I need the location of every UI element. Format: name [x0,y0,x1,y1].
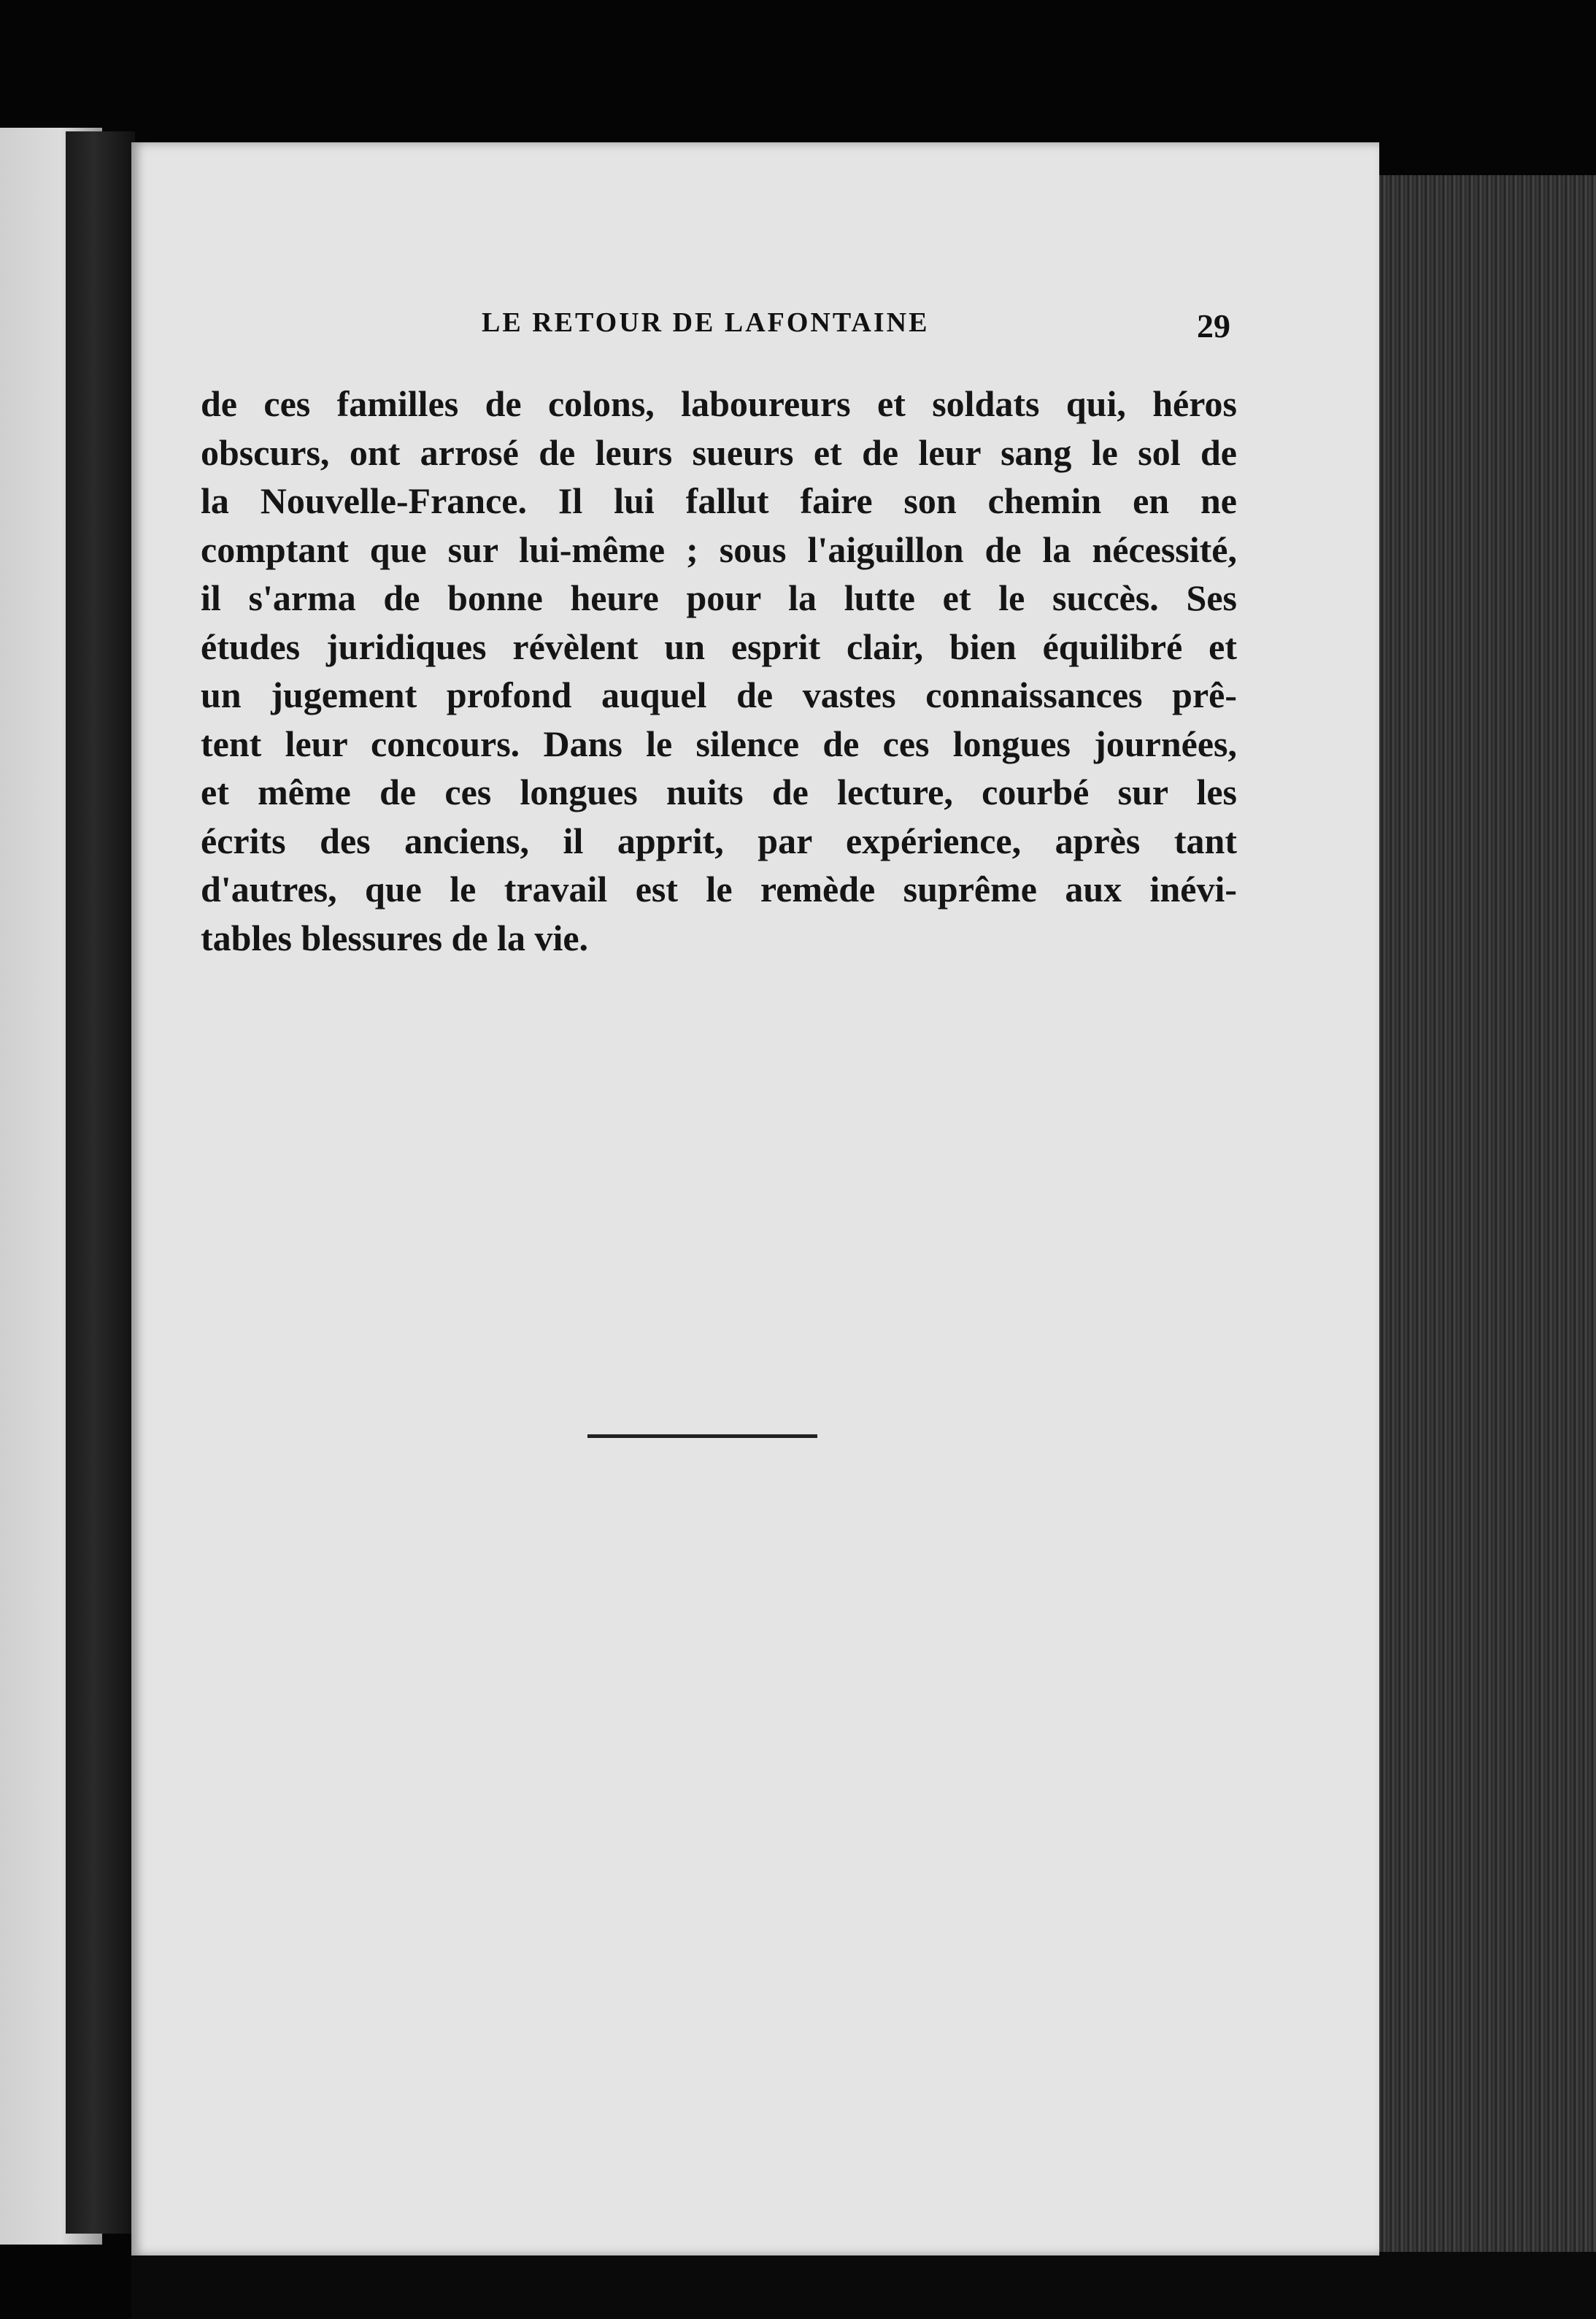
body-paragraph [201,380,1237,962]
page-fore-edge [1378,175,1596,2263]
text-line: écrits des anciens, il apprit, par expérience, après tant [201,820,1237,861]
text-line: études juridiques révèlent un esprit clair, bien équilibré et [201,626,1237,667]
text-line: comptant que sur lui-même ; sous l'aiguillon de la nécessité, [201,528,1237,570]
book-gutter [66,131,135,2234]
text-line: tables blessures de la vie. [201,917,589,958]
text-line: obscurs, ont arrosé de leurs sueurs et de leur sang le sol de [201,431,1237,473]
section-end-rule [587,1434,817,1438]
text-line: il s'arma de bonne heure pour la lutte et le succès. Ses [201,577,1237,618]
text-line: la Nouvelle-France. Il lui fallut faire son chemin en ne [201,480,1237,521]
text-line: et même de ces longues nuits de lecture, courbé sur les [201,772,1237,812]
text-line: d'autres, que le travail est le remède suprême aux inévi- [201,869,1237,909]
bottom-shadow [131,2252,1596,2319]
running-head: LE RETOUR DE LAFONTAINE [482,307,930,338]
text-line: un jugement profond auquel de vastes connaissances prê- [201,674,1237,715]
text-line: tent leur concours. Dans le silence de ces longues journées, [201,723,1237,764]
text-line: de ces familles de colons, laboureurs et soldats qui, héros [201,383,1237,424]
page-number: 29 [1197,307,1230,345]
